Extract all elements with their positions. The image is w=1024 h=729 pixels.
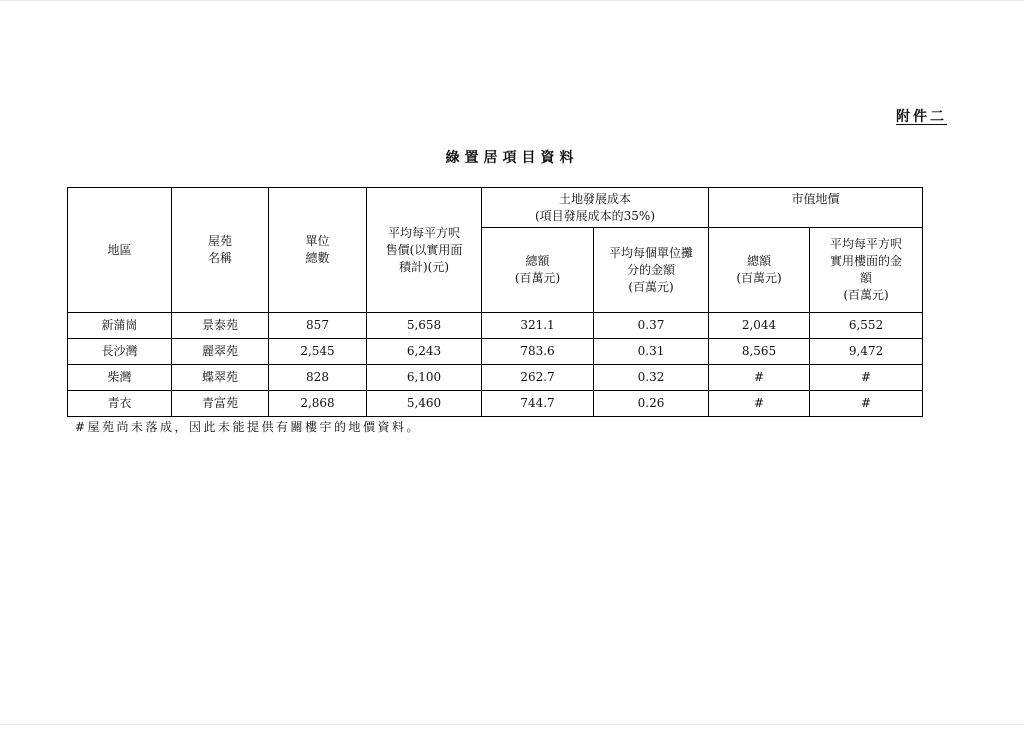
cell-market-total: 2,044: [709, 313, 810, 339]
cell-estate: 麗翠苑: [172, 339, 269, 365]
project-data-table: [67, 187, 923, 417]
cell-land-per-unit: 0.31: [594, 339, 709, 365]
cell-avg-price: 6,243: [367, 339, 482, 365]
cell-district: 新蒲崗: [68, 313, 172, 339]
cell-market-total: #: [709, 365, 810, 391]
cell-market-total: 8,565: [709, 339, 810, 365]
table-footnote: #屋苑尚未落成，因此未能提供有關樓宇的地價資料。: [75, 420, 422, 434]
table-row: [68, 313, 923, 339]
cell-units: 828: [269, 365, 367, 391]
cell-units: 857: [269, 313, 367, 339]
cell-units: 2,868: [269, 391, 367, 417]
header-land-total: 總額 (百萬元): [482, 228, 594, 313]
page-top-border: [0, 0, 1024, 1]
header-district: 地區: [68, 188, 172, 313]
header-market-total: 總額 (百萬元): [709, 228, 810, 313]
table-row: [68, 391, 923, 417]
header-estate: 屋苑 名稱: [172, 188, 269, 313]
page-bottom-border: [0, 724, 1024, 725]
cell-land-total: 783.6: [482, 339, 594, 365]
table-row: [68, 339, 923, 365]
cell-market-total: #: [709, 391, 810, 417]
cell-land-total: 321.1: [482, 313, 594, 339]
header-market-group: 市值地價: [709, 188, 923, 228]
cell-market-per-sqft: #: [810, 365, 923, 391]
header-units: 單位 總數: [269, 188, 367, 313]
header-market-per-sqft: 平均每平方呎 實用樓面的金 額 (百萬元): [810, 228, 923, 313]
document-title: 綠置居項目資料: [445, 150, 579, 166]
cell-land-per-unit: 0.32: [594, 365, 709, 391]
header-land-cost-group: 土地發展成本 (項目發展成本的35%): [482, 188, 709, 228]
cell-avg-price: 6,100: [367, 365, 482, 391]
cell-market-per-sqft: 6,552: [810, 313, 923, 339]
cell-avg-price: 5,460: [367, 391, 482, 417]
annex-label: 附件二: [896, 109, 947, 125]
cell-district: 長沙灣: [68, 339, 172, 365]
cell-land-total: 262.7: [482, 365, 594, 391]
cell-estate: 景泰苑: [172, 313, 269, 339]
header-land-per-unit: 平均每個單位攤 分的金額 (百萬元): [594, 228, 709, 313]
cell-land-per-unit: 0.37: [594, 313, 709, 339]
cell-market-per-sqft: 9,472: [810, 339, 923, 365]
cell-estate: 青富苑: [172, 391, 269, 417]
cell-estate: 蝶翠苑: [172, 365, 269, 391]
cell-market-per-sqft: #: [810, 391, 923, 417]
header-avg-price: 平均每平方呎 售價(以實用面 積計)(元): [367, 188, 482, 313]
cell-land-total: 744.7: [482, 391, 594, 417]
table-row: [68, 365, 923, 391]
cell-district: 柴灣: [68, 365, 172, 391]
cell-land-per-unit: 0.26: [594, 391, 709, 417]
cell-units: 2,545: [269, 339, 367, 365]
cell-district: 青衣: [68, 391, 172, 417]
cell-avg-price: 5,658: [367, 313, 482, 339]
